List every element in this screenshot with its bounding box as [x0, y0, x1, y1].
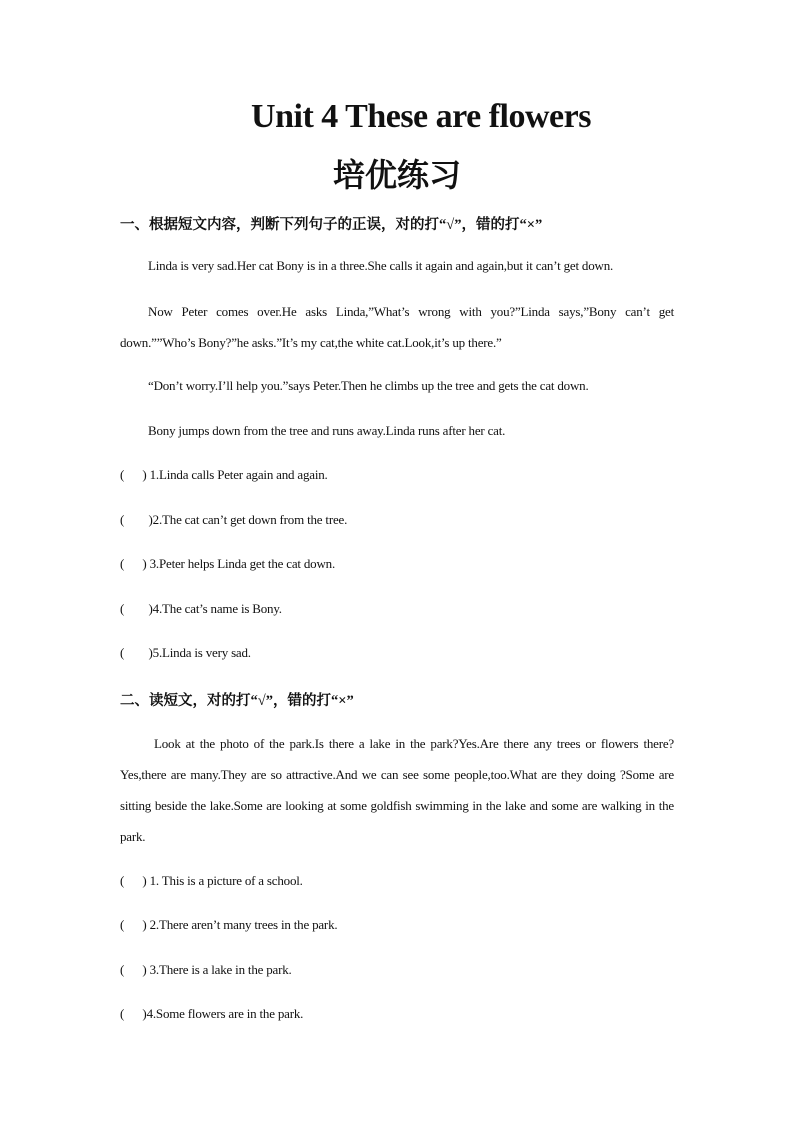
passage-1-paragraph-3: “Don’t worry.I’ll help you.”says Peter.Then he climbs up the tree and gets the cat down. — [148, 378, 589, 393]
question-text: 1. This is a picture of a school. — [146, 873, 303, 888]
answer-blank[interactable]: ( ) — [120, 873, 147, 888]
question-text: 3.There is a lake in the park. — [146, 962, 292, 977]
passage-2: Look at the photo of the park.Is there a lake in the park?Yes.Are there any trees or flowers there?Yes,there are many.They are so attractive.And we can see some people,too.What are they doing ?Some are sitting beside the lake.Some are looking at some goldfish swimming in the lake and some are walking in the park. — [120, 736, 674, 844]
question-2-2 — [120, 917, 337, 933]
question-text: 4.Some flowers are in the park. — [146, 1006, 304, 1021]
answer-blank[interactable]: ( ) — [120, 645, 153, 660]
section-1-heading: 一、根据短文内容，判断下列句子的正误，对的打“√”，错的打“×” — [120, 217, 543, 233]
answer-blank[interactable]: ( ) — [120, 1006, 147, 1021]
passage-1-paragraph-2: Now Peter comes over.He asks Linda,”What’s wrong with you?”Linda says,”Bony can’t get down.””Who’s Bony?”he asks.”It’s my cat,the white cat.Look,it’s up there.” — [120, 304, 674, 350]
question-1-3 — [120, 556, 335, 572]
page-subtitle: 培优练习 — [332, 157, 461, 193]
question-2-1 — [120, 873, 303, 889]
section-2-heading: 二、读短文，对的打“√”，错的打“×” — [120, 693, 354, 709]
answer-blank[interactable]: ( ) — [120, 556, 147, 571]
question-text: 4.The cat’s name is Bony. — [152, 601, 282, 616]
answer-blank[interactable]: ( ) — [120, 512, 153, 527]
answer-blank[interactable]: ( ) — [120, 917, 147, 932]
question-text: 3.Peter helps Linda get the cat down. — [146, 556, 335, 571]
question-1-2 — [120, 512, 347, 528]
question-1-4 — [120, 601, 282, 617]
question-text: 1.Linda calls Peter again and again. — [146, 467, 328, 482]
answer-blank[interactable]: ( ) — [120, 962, 147, 977]
passage-1-paragraph-4: Bony jumps down from the tree and runs away.Linda runs after her cat. — [148, 423, 506, 438]
answer-blank[interactable]: ( ) — [120, 467, 147, 482]
question-1-5 — [120, 645, 251, 661]
question-text: 5.Linda is very sad. — [152, 645, 251, 660]
page-title: Unit 4 These are flowers — [251, 98, 591, 135]
question-text: 2.The cat can’t get down from the tree. — [152, 512, 348, 527]
question-text: 2.There aren’t many trees in the park. — [146, 917, 338, 932]
answer-blank[interactable]: ( ) — [120, 601, 153, 616]
question-2-4 — [120, 1006, 303, 1022]
passage-1-line-1: Linda is very sad.Her cat Bony is in a three.She calls it again and again,but it can’t get down. — [148, 258, 614, 273]
question-1-1 — [120, 467, 328, 483]
question-2-3 — [120, 962, 292, 978]
